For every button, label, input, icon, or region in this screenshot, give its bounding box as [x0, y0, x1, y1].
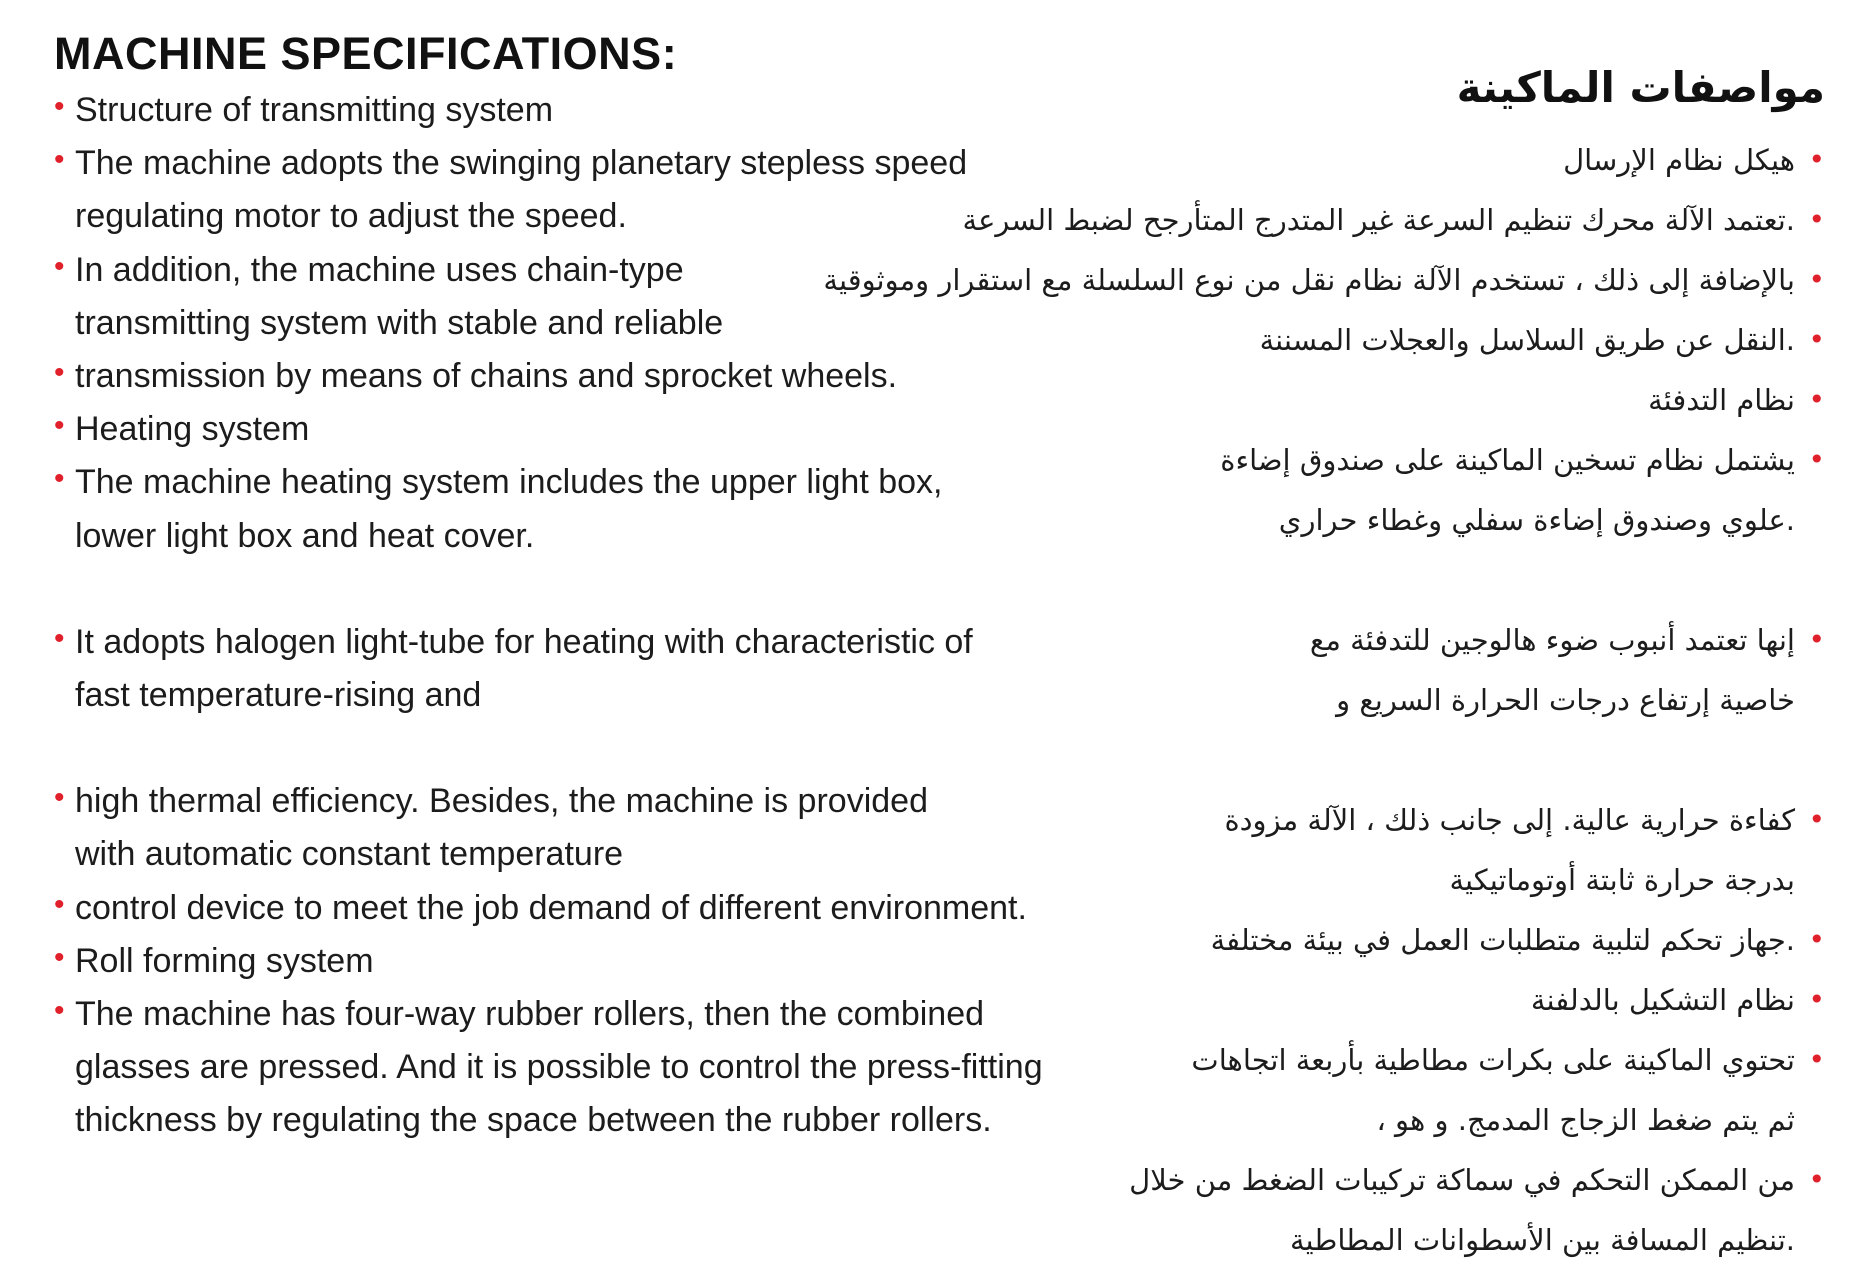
bullet-icon: •: [54, 90, 65, 123]
english-spec-text: control device to meet the job demand of different environment.: [75, 888, 1027, 927]
english-spec-text: Heating system: [75, 410, 310, 449]
arabic-spec-text: بالإضافة إلى ذلك ، تستخدم الآلة نظام نقل من نوع السلسلة مع استقرار وموثوقية: [823, 263, 1795, 297]
arabic-spec-item: [775, 610, 1825, 730]
bullet-icon: •: [54, 621, 65, 655]
english-spec-text: high thermal efficiency. Besides, the machine is provided with automatic constant temperature: [75, 782, 928, 874]
bullet-icon: •: [54, 994, 65, 1028]
english-spec-text: Structure of transmitting system: [75, 91, 554, 129]
english-spec-text: In addition, the machine uses chain-type transmitting system with stable and reliable: [75, 250, 724, 342]
bullet-icon: •: [1808, 803, 1825, 836]
english-title: MACHINE SPECIFICATIONS:: [54, 28, 678, 79]
bullet-icon: •: [1808, 383, 1825, 416]
arabic-spec-text: نظام التشكيل بالدلفنة: [1530, 983, 1795, 1017]
arabic-spec-item: [775, 910, 1825, 970]
arabic-spec-text: .النقل عن طريق السلاسل والعجلات المسننة: [1259, 323, 1795, 357]
bullet-icon: •: [1808, 1163, 1825, 1196]
arabic-spec-text: إنها تعتمد أنبوب ضوء هالوجين للتدفئة مع خاصية إرتفاع درجات الحرارة السريع و: [1309, 623, 1795, 717]
bullet-icon: •: [54, 462, 65, 496]
arabic-spec-text: .جهاز تحكم لتلبية متطلبات العمل في بيئة مختلفة: [1210, 923, 1795, 957]
bullet-icon: •: [1808, 323, 1825, 356]
arabic-spec-item: [775, 1030, 1825, 1150]
bullet-icon: •: [1808, 143, 1825, 176]
english-spec-text: transmission by means of chains and sprocket wheels.: [75, 357, 898, 396]
arabic-spec-item: [775, 250, 1825, 310]
arabic-spec-text: .تعتمد الآلة محرك تنظيم السرعة غير المتدرج المتأرجح لضبط السرعة: [962, 203, 1795, 237]
arabic-spec-item: [775, 1150, 1825, 1270]
arabic-spec-text: هيكل نظام الإرسال: [1563, 143, 1795, 177]
bullet-icon: •: [54, 409, 65, 443]
arabic-spec-text: من الممكن التحكم في سماكة تركيبات الضغط من خلال .تنظيم المسافة بين الأسطوانات المطاطية: [1129, 1163, 1795, 1257]
arabic-column: [775, 58, 1825, 1270]
arabic-spec-text: تحتوي الماكينة على بكرات مطاطية بأربعة اتجاهات ثم يتم ضغط الزجاج المدمج. و هو ،: [1191, 1043, 1795, 1137]
arabic-spec-text: كفاءة حرارية عالية. إلى جانب ذلك ، الآلة مزودة بدرجة حرارة ثابتة أوتوماتيكية: [1224, 803, 1795, 897]
arabic-spec-item: [775, 790, 1825, 910]
arabic-spec-item: [775, 430, 1825, 550]
english-spec-text: Roll forming system: [75, 941, 374, 980]
arabic-spec-text: نظام التدفئة: [1648, 383, 1795, 417]
bullet-icon: •: [54, 887, 65, 921]
arabic-spec-item: [775, 310, 1825, 370]
bullet-icon: •: [1808, 1043, 1825, 1076]
bullet-icon: •: [1808, 923, 1825, 956]
arabic-title: مواصفات الماكينة: [1456, 63, 1825, 112]
english-spec-text: The machine has four-way rubber rollers, then the combined glasses are pressed. And it is possible to control the press-fitting thickness by regulating the space between the rubber rollers.: [75, 995, 1043, 1140]
arabic-spec-item: [775, 190, 1825, 250]
bullet-icon: •: [54, 940, 65, 974]
bullet-icon: •: [1808, 983, 1825, 1016]
arabic-spec-item: [775, 130, 1825, 190]
english-spec-text: The machine adopts the swinging planetary stepless speed regulating motor to adjust the speed.: [75, 144, 968, 236]
arabic-spec-item: [775, 970, 1825, 1030]
bullet-icon: •: [54, 356, 65, 390]
bullet-icon: •: [54, 249, 65, 283]
english-spec-text: It adopts halogen light-tube for heating with characteristic of fast temperature-rising and: [75, 622, 973, 715]
bullet-icon: •: [54, 143, 65, 177]
arabic-spec-text: يشتمل نظام تسخين الماكينة على صندوق إضاءة .علوي وصندوق إضاءة سفلي وغطاء حراري: [1220, 443, 1795, 537]
bullet-icon: •: [1808, 623, 1825, 656]
bullet-icon: •: [1808, 443, 1825, 476]
bullet-icon: •: [1808, 263, 1825, 296]
bullet-icon: •: [1808, 203, 1825, 236]
arabic-spec-list: [775, 130, 1825, 1270]
bullet-icon: •: [54, 781, 65, 815]
arabic-spec-item: [775, 370, 1825, 430]
english-spec-text: The machine heating system includes the upper light box, lower light box and heat cover.: [75, 463, 943, 555]
